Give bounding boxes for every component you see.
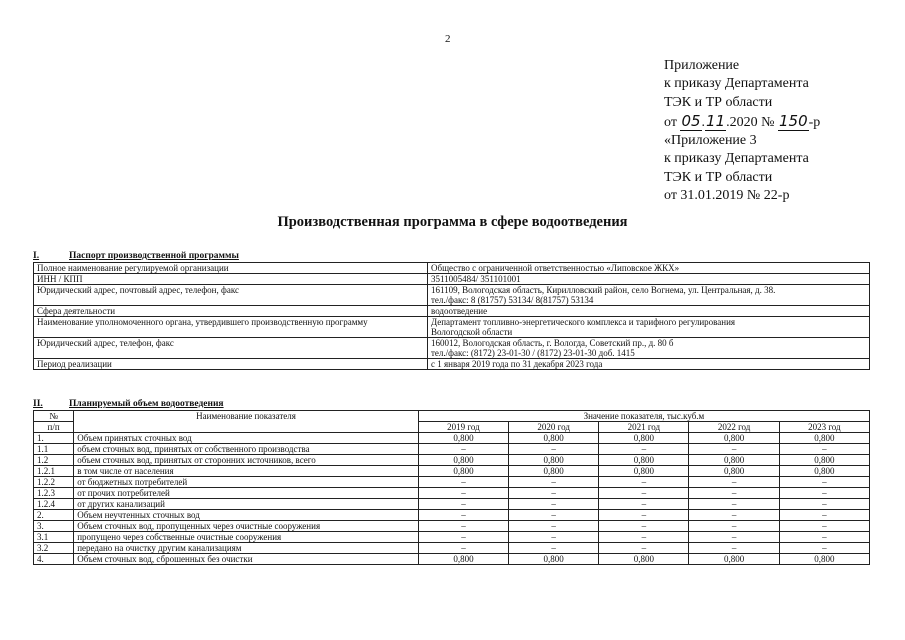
col-header-year: 2021 год [599,422,689,433]
row-value: – [418,488,508,499]
passport-value-line: 3511005484/ 351101001 [431,274,521,284]
table-row [34,532,870,543]
row-value: – [779,532,869,543]
col-header-number-sub: п/п [34,422,74,433]
row-number: 3. [34,521,74,532]
appendix-line: Приложение [664,58,740,73]
row-value: – [779,543,869,554]
row-number: 1.2 [34,455,74,466]
row-value: – [599,488,689,499]
row-value: – [418,499,508,510]
passport-row [34,317,870,338]
row-value: 0,800 [418,455,508,466]
col-header-year: 2019 год [418,422,508,433]
passport-key: Наименование уполномоченного органа, утвердившего производственную программу [34,317,428,338]
row-value: – [509,499,599,510]
passport-value [428,285,870,306]
passport-row [34,359,870,370]
row-value: – [689,521,779,532]
row-number: 1.2.2 [34,477,74,488]
row-value: 0,800 [779,433,869,444]
passport-key: Полное наименование регулируемой организации [34,263,428,274]
row-value: – [509,477,599,488]
row-value: – [779,521,869,532]
col-header-number: № [34,411,74,422]
table-row [34,477,870,488]
row-number: 1.2.3 [34,488,74,499]
table-row [34,488,870,499]
passport-value [428,338,870,359]
row-name: Объем принятых сточных вод [74,433,419,444]
passport-table [33,262,870,370]
row-number: 1.2.1 [34,466,74,477]
row-number: 4. [34,554,74,565]
table-row [34,510,870,521]
row-value: – [779,488,869,499]
section-number: I. [33,251,40,261]
row-value: – [418,444,508,455]
col-header-year: 2023 год [779,422,869,433]
row-value: – [689,499,779,510]
passport-row [34,338,870,359]
row-value: – [418,477,508,488]
row-value: – [509,521,599,532]
appendix-date-prefix: от [664,114,677,130]
row-value: 0,800 [779,554,869,565]
passport-value-line: 161109, Вологодская область, Кирилловский район, село Вогнема, ул. Центральная, д. 38. [431,285,776,295]
passport-key: Период реализации [34,359,428,370]
passport-row [34,285,870,306]
row-name: объем сточных вод, принятых от сторонних источников, всего [74,455,419,466]
passport-value [428,317,870,338]
passport-key: Юридический адрес, почтовый адрес, телефон, факс [34,285,428,306]
row-number: 2. [34,510,74,521]
col-header-year: 2020 год [509,422,599,433]
passport-key: Сфера деятельности [34,306,428,317]
appendix-line: к приказу Департамента [664,76,809,92]
row-value: – [779,510,869,521]
row-value: 0,800 [689,554,779,565]
passport-key: Юридический адрес, телефон, факс [34,338,428,359]
col-header-year: 2022 год [689,422,779,433]
row-value: – [689,510,779,521]
handwritten-day: 05 [681,111,701,130]
row-value: – [509,510,599,521]
section-title: Паспорт производственной программы [69,251,239,261]
row-value: – [418,521,508,532]
row-name: Объем неучтенных сточных вод [74,510,419,521]
row-name: Объем сточных вод, пропущенных через очистные сооружения [74,521,419,532]
row-name: от других канализаций [74,499,419,510]
row-value: – [599,543,689,554]
section-1-heading [33,251,239,261]
row-value: – [418,543,508,554]
passport-value-line: Департамент топливно-энергетического комплекса и тарифного регулирования [431,317,736,327]
col-header-name: Наименование показателя [74,411,419,433]
row-value: 0,800 [599,433,689,444]
table-row [34,499,870,510]
row-value: – [599,510,689,521]
row-value: 0,800 [689,433,779,444]
col-header-value: Значение показателя, тыс.куб.м [418,411,869,422]
table-row [34,554,870,565]
row-value: 0,800 [689,455,779,466]
passport-value-line: Вологодской области [431,327,513,337]
row-number: 3.1 [34,532,74,543]
row-value: – [599,521,689,532]
appendix-block [664,57,820,205]
appendix-line: к приказу Департамента [664,151,809,167]
row-value: – [689,532,779,543]
passport-value [428,306,870,317]
section-2-heading [33,399,224,409]
row-number: 1.1 [34,444,74,455]
row-value: 0,800 [599,466,689,477]
row-value: – [599,532,689,543]
row-value: 0,800 [599,554,689,565]
row-value: 0,800 [509,466,599,477]
volume-table [33,410,870,565]
row-value: 0,800 [509,554,599,565]
appendix-line: ТЭК и ТР области [664,94,773,110]
table-row [34,433,870,444]
row-number: 1.2.4 [34,499,74,510]
passport-row [34,306,870,317]
row-name: от прочих потребителей [74,488,419,499]
row-value: – [509,444,599,455]
row-value: – [689,477,779,488]
row-value: – [509,488,599,499]
table-row [34,543,870,554]
row-name: объем сточных вод, принятых от собственного производства [74,444,419,455]
row-value: – [418,510,508,521]
row-value: – [689,543,779,554]
row-value: – [779,499,869,510]
row-value: 0,800 [779,455,869,466]
table-row [34,444,870,455]
row-number: 1. [34,433,74,444]
passport-value-line: Общество с ограниченной ответственностью «Липовское ЖКХ» [431,263,680,273]
passport-value [428,263,870,274]
handwritten-order-number: 150 [778,111,808,130]
passport-row [34,263,870,274]
passport-key: ИНН / КПП [34,274,428,285]
passport-value-line: 160012, Вологодская область, г. Вологда, Советский пр., д. 80 б [431,338,674,348]
document-title: Производственная программа в сфере водоотведения [277,214,628,230]
row-name: передано на очистку другим канализациям [74,543,419,554]
page-number: 2 [445,33,451,45]
row-value: – [418,532,508,543]
row-value: 0,800 [779,466,869,477]
table-row [34,466,870,477]
handwritten-month: 11 [706,111,726,130]
row-value: 0,800 [418,433,508,444]
section-number: II. [33,399,43,409]
row-name: Объем сточных вод, сброшенных без очистки [74,554,419,565]
row-value: – [599,444,689,455]
table-row [34,521,870,532]
row-value: 0,800 [418,554,508,565]
row-value: – [779,444,869,455]
passport-value-line: водоотведение [431,306,488,316]
row-value: – [599,477,689,488]
row-name: от бюджетных потребителей [74,477,419,488]
row-value: 0,800 [599,455,689,466]
row-name: в том числе от населения [74,466,419,477]
row-name: пропущено через собственные очистные сооружения [74,532,419,543]
row-value: – [599,499,689,510]
appendix-line: от 31.01.2019 № 22-р [664,188,790,204]
section-title: Планируемый объем водоотведения [69,399,224,409]
appendix-date-suffix: -р [808,114,821,130]
passport-row [34,274,870,285]
appendix-date-line: от 05.11.2020 № 150-р [664,111,821,130]
passport-value-line: тел./факс: (8172) 23-01-30 / (8172) 23-01-30 доб. 1415 [431,348,635,358]
row-value: – [689,444,779,455]
table-row [34,455,870,466]
appendix-line: ТЭК и ТР области [664,169,773,185]
passport-value [428,274,870,285]
row-value: – [779,477,869,488]
row-value: – [509,532,599,543]
row-number: 3.2 [34,543,74,554]
passport-value [428,359,870,370]
passport-value-line: тел./факс: 8 (81757) 53134/ 8(81757) 53134 [431,295,594,305]
row-value: – [509,543,599,554]
row-value: – [689,488,779,499]
appendix-date-year: .2020 № [726,114,775,130]
row-value: 0,800 [509,455,599,466]
row-value: 0,800 [689,466,779,477]
appendix-line: «Приложение 3 [664,133,757,149]
row-value: 0,800 [418,466,508,477]
passport-value-line: с 1 января 2019 года по 31 декабря 2023 года [431,359,603,369]
row-value: 0,800 [509,433,599,444]
